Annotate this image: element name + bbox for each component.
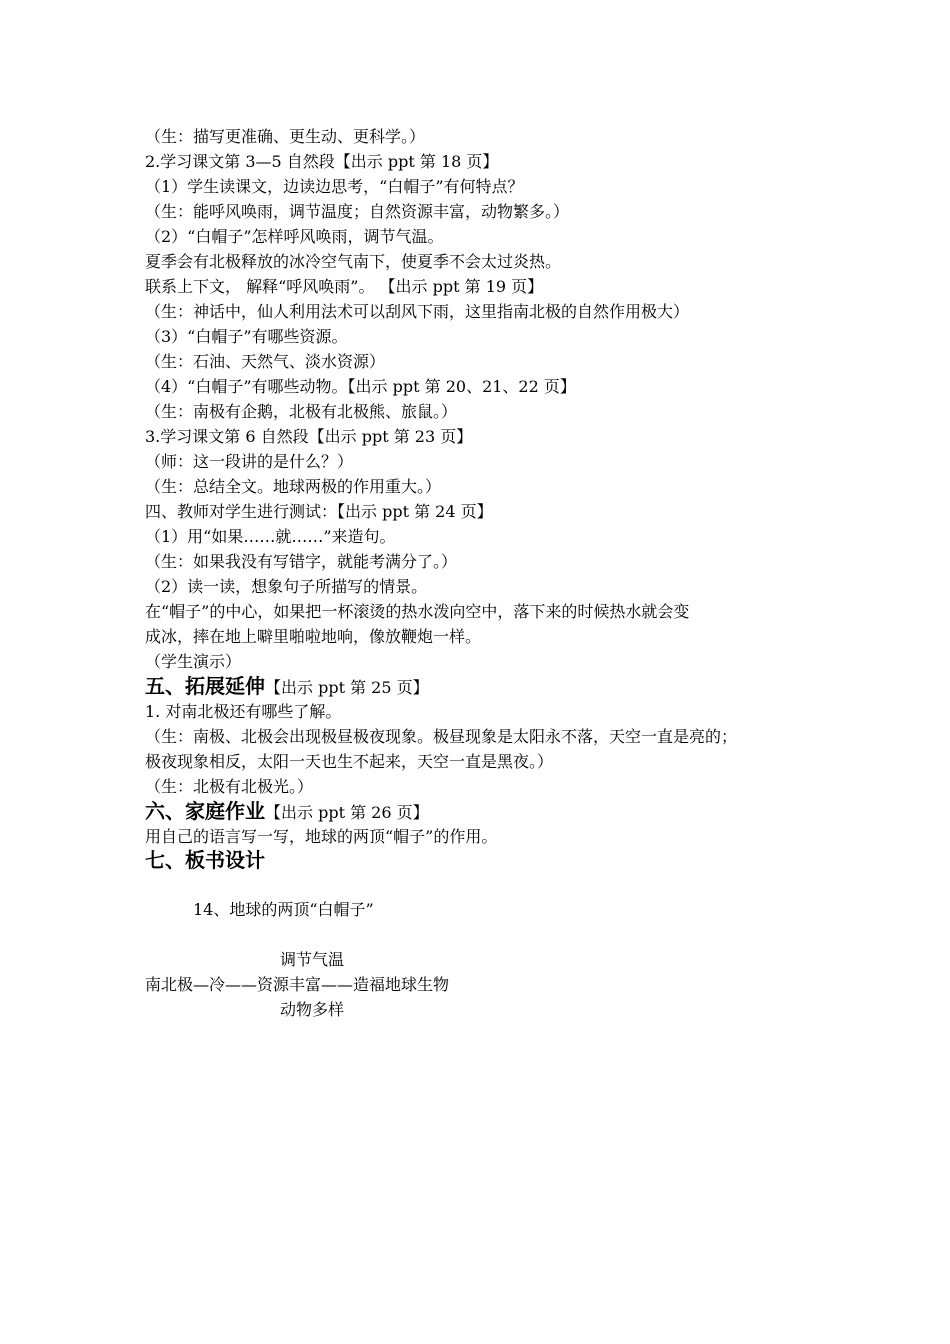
text-line: （4）“白帽子”有哪些动物。【出示 ppt 第 20、21、22 页】 [145,377,576,396]
text-line: 成冰，摔在地上噼里啪啦地响，像放鞭炮一样。 [145,627,482,646]
text-line: （生：南极有企鹅，北极有北极熊、旅鼠。） [145,402,458,421]
text-line: （生：描写更准确、更生动、更科学。） [145,127,426,146]
text-line: （1）用“如果……就……”来造句。 [145,527,396,546]
section-heading [145,674,429,700]
section-heading [145,799,429,825]
text-line: 极夜现象相反，太阳一天也生不起来，天空一直是黑夜。） [145,752,554,771]
text-line: 联系上下文， 解释“呼风唤雨”。 【出示 ppt 第 19 页】 [145,277,544,296]
text-line: 用自己的语言写一写，地球的两顶“帽子”的作用。 [145,827,498,846]
text-line: （1）学生读课文，边读边思考，“白帽子”有何特点？ [145,177,524,196]
text-line: （学生演示） [145,652,242,671]
text-line: （生：北极有北极光。） [145,777,314,796]
board-top: 调节气温 [280,950,345,969]
text-line: （师：这一段讲的是什么？） [145,452,354,471]
ppt-ref: 【出示 ppt 第 26 页】 [265,803,429,822]
text-line: （生：石油、天然气、淡水资源） [145,352,386,371]
section-title: 六、家庭作业 [145,799,265,823]
board-title: 14、地球的两顶“白帽子” [193,900,374,919]
board-middle: 南北极—冷——资源丰富——造福地球生物 [145,975,450,994]
text-line: （生：能呼风唤雨，调节温度；自然资源丰富，动物繁多。） [145,202,570,221]
text-line: （2）“白帽子”怎样呼风唤雨，调节气温。 [145,227,444,246]
section-title: 五、拓展延伸 [145,674,265,698]
section-title: 七、板书设计 [145,848,265,872]
text-line: （生：南极、北极会出现极昼极夜现象。极昼现象是太阳永不落，天空一直是亮的； [145,727,738,746]
text-line: （生：神话中，仙人利用法术可以刮风下雨，这里指南北极的自然作用极大） [145,302,690,321]
text-line: 1. 对南北极还有哪些了解。 [145,702,342,721]
text-line: （生：总结全文。地球两极的作用重大。） [145,477,442,496]
text-line: 3.学习课文第 6 自然段【出示 ppt 第 23 页】 [145,427,473,446]
text-line: 在“帽子”的中心，如果把一杯滚烫的热水泼向空中，落下来的时候热水就会变 [145,602,690,621]
text-line: （生：如果我没有写错字，就能考满分了。） [145,552,458,571]
board-bottom: 动物多样 [280,1000,345,1019]
text-line: 四、教师对学生进行测试：【出示 ppt 第 24 页】 [145,502,493,521]
text-line: 2.学习课文第 3—5 自然段【出示 ppt 第 18 页】 [145,152,499,171]
ppt-ref: 【出示 ppt 第 25 页】 [265,678,429,697]
text-line: 夏季会有北极释放的冰冷空气南下，使夏季不会太过炎热。 [145,252,562,271]
text-line: （2）读一读，想象句子所描写的情景。 [145,577,428,596]
text-line: （3）“白帽子”有哪些资源。 [145,327,348,346]
